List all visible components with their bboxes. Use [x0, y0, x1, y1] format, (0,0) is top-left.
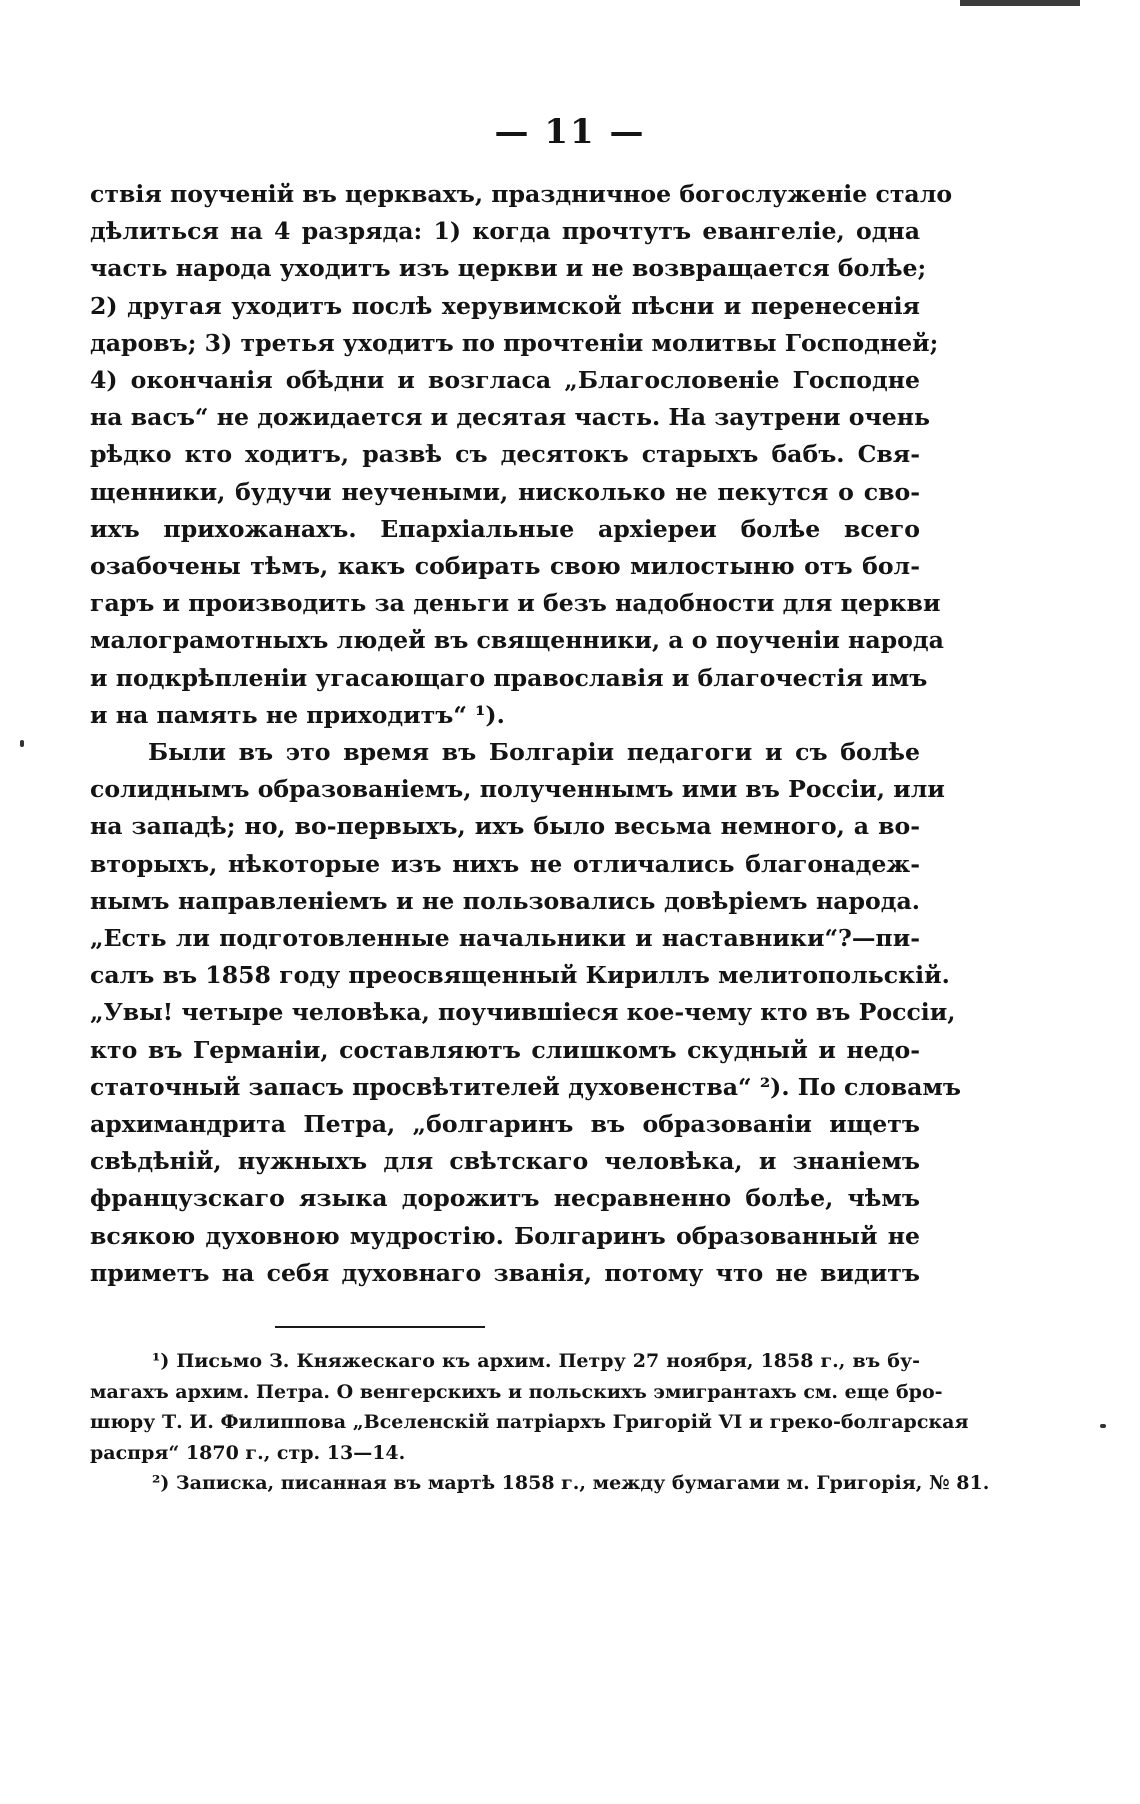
body-line: нымъ направленіемъ и не пользовались довѣріемъ народа.	[90, 886, 920, 915]
page-number: — 11 —	[494, 112, 646, 152]
body-line: Были въ это время въ Болгаріи педагоги и съ болѣе	[148, 738, 920, 767]
scan-speck	[1100, 1424, 1106, 1428]
body-line: на западѣ; но, во-первыхъ, ихъ было весьма немного, а во-	[90, 812, 920, 841]
body-line: ихъ прихожанахъ. Епархіальные архіереи болѣе всего	[90, 514, 920, 543]
body-line: приметъ на себя духовнаго званія, потому что не видитъ	[90, 1258, 920, 1287]
body-line: вторыхъ, нѣкоторые изъ нихъ не отличались благонадеж-	[90, 849, 920, 878]
body-line: кто въ Германіи, составляютъ слишкомъ скудный и недо-	[90, 1035, 920, 1064]
body-line: свѣдѣній, нужныхъ для свѣтскаго человѣка, и знаніемъ	[90, 1147, 920, 1176]
body-line: на васъ“ не дожидается и десятая часть. На заутрени очень	[90, 403, 931, 432]
footnote-line: магахъ архим. Петра. О венгерскихъ и польскихъ эмигрантахъ см. еще бро-	[90, 1380, 943, 1403]
footnote-line: распря“ 1870 г., стр. 13—14.	[90, 1441, 406, 1464]
footnotes	[90, 1346, 990, 1499]
body-line: малограмотныхъ людей въ священники, а о поученіи народа	[90, 626, 944, 655]
body-line: озабочены тѣмъ, какъ собирать свою милостыню отъ бол-	[90, 552, 920, 581]
body-line: статочный запасъ просвѣтителей духовенства“ ²). По словамъ	[90, 1072, 961, 1101]
body-line: гаръ и производить за деньги и безъ надобности для церкви	[90, 589, 941, 618]
footnote-line: ²) Записка, писанная въ мартѣ 1858 г., между бумагами м. Григорія, № 81.	[152, 1472, 990, 1494]
body-line: французскаго языка дорожитъ несравненно болѣе, чѣмъ	[90, 1184, 920, 1213]
body-line: ствія поученій въ церквахъ, праздничное богослуженіе стало	[90, 180, 953, 208]
body-line: „Увы! четыре человѣка, поучившіеся кое-чему кто въ Россіи,	[90, 998, 956, 1027]
body-line: и на память не приходитъ“ ¹).	[90, 700, 505, 729]
footnote-separator	[275, 1326, 485, 1328]
body-line: щенники, будучи неучеными, нисколько не пекутся о сво-	[90, 477, 920, 506]
body-text	[90, 176, 961, 1292]
body-line: „Есть ли подготовленные начальники и наставники“?—пи-	[90, 924, 920, 953]
body-line: всякою духовною мудростію. Болгаринъ образованный не	[90, 1221, 920, 1250]
body-line: и подкрѣпленіи угасающаго православія и благочестія имъ	[90, 663, 928, 692]
scan-speck	[20, 740, 24, 747]
scan-corner-mark	[960, 0, 1080, 6]
body-line: часть народа уходитъ изъ церкви и не возвращается болѣе;	[90, 254, 927, 283]
footnote-line: ¹) Письмо З. Княжескаго къ архим. Петру 27 ноября, 1858 г., въ бу-	[152, 1350, 920, 1372]
body-line: архимандрита Петра, „болгаринъ въ образованіи ищетъ	[90, 1110, 920, 1139]
body-line: рѣдко кто ходитъ, развѣ съ десятокъ старыхъ бабъ. Свя-	[90, 440, 920, 469]
body-line: даровъ; 3) третья уходитъ по прочтеніи молитвы Господней;	[90, 328, 939, 357]
body-line: 4) окончанія обѣдни и возгласа „Благословеніе Господне	[90, 366, 920, 395]
body-line: дѣлиться на 4 разряда: 1) когда прочтутъ евангеліе, одна	[90, 217, 920, 246]
body-line: 2) другая уходитъ послѣ херувимской пѣсни и перенесенія	[90, 291, 920, 320]
body-line: салъ въ 1858 году преосвященный Кириллъ мелитопольскій.	[90, 961, 950, 990]
footnote-line: шюру Т. И. Филиппова „Вселенскій патріархъ Григорій VI и греко-болгарская	[90, 1411, 969, 1433]
body-line: солиднымъ образованіемъ, полученнымъ ими въ Россіи, или	[90, 775, 945, 804]
